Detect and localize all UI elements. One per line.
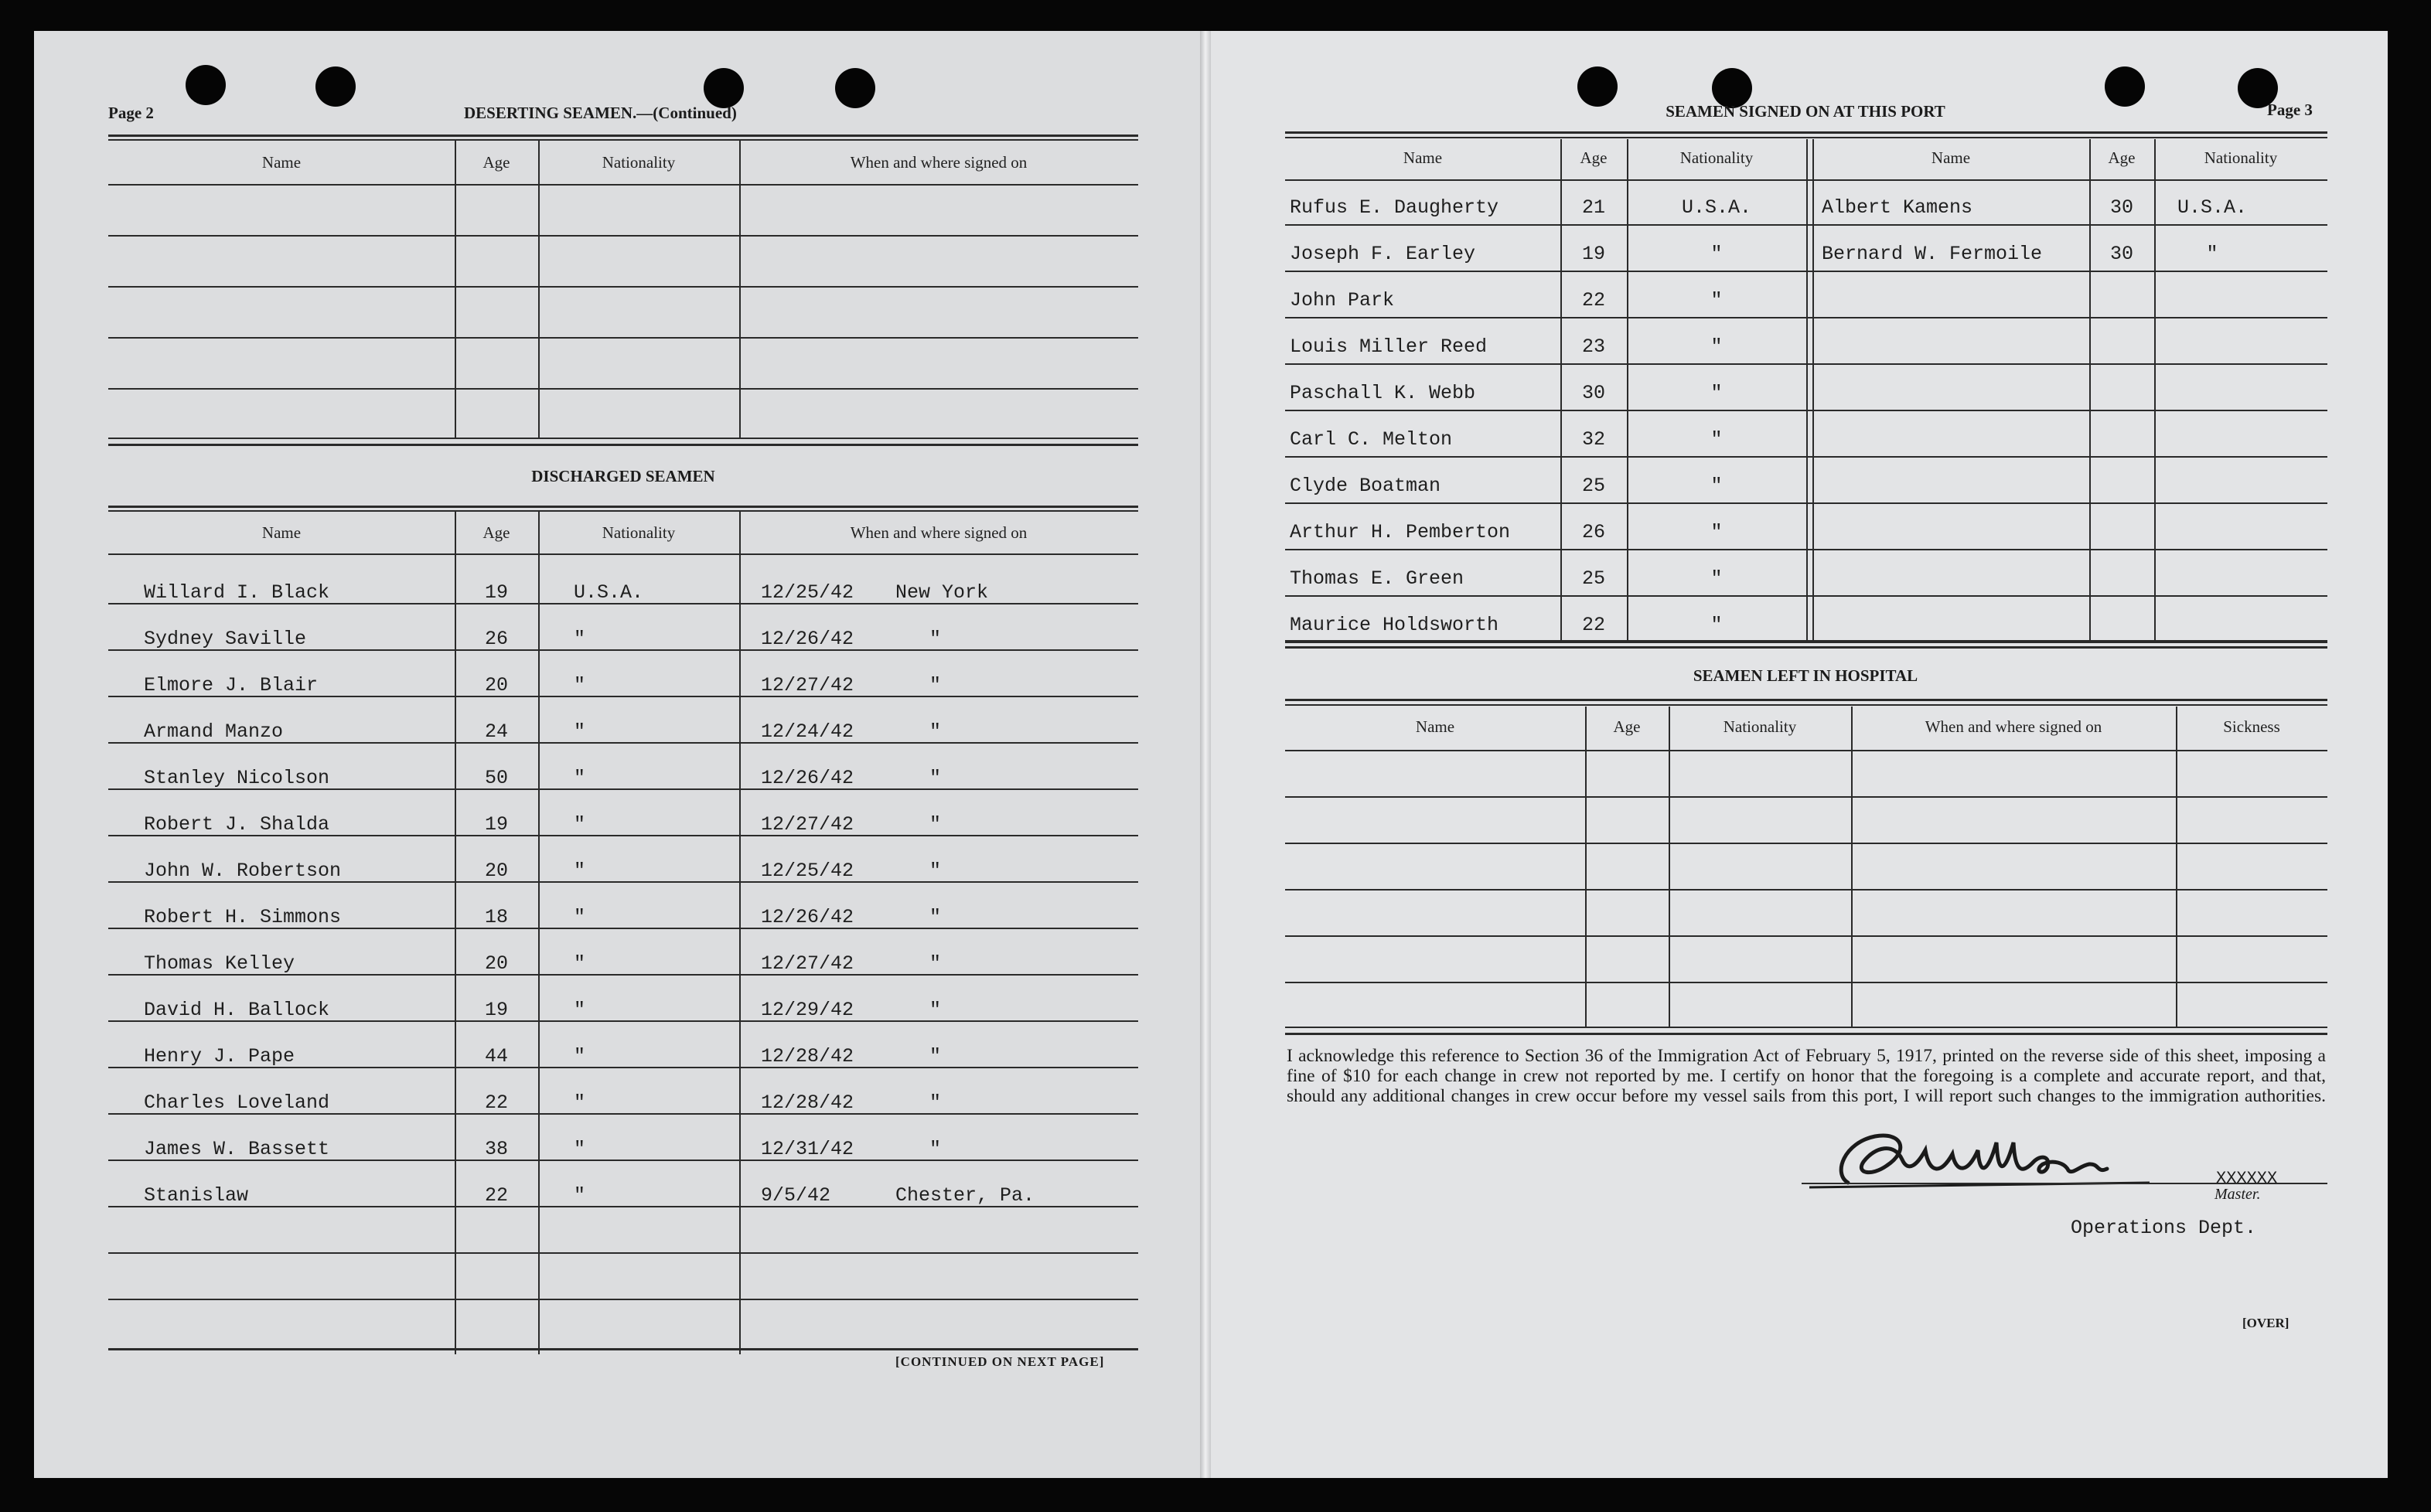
discharged-nationality: " [574,767,586,789]
signed-on-nationality: U.S.A. [2177,196,2247,219]
row-line [1285,456,2327,458]
column-header: Nationality [2204,148,2278,167]
column-divider [1812,139,1814,642]
discharged-name: John W. Robertson [144,860,342,882]
discharged-age: 19 [484,999,508,1021]
hospital-title: SEAMEN LEFT IN HOSPITAL [1693,666,1918,685]
signed-on-age: 26 [1581,521,1605,543]
punch-hole [186,65,226,105]
row-line [1285,549,2327,550]
signed-on-name: Rufus E. Daugherty [1290,196,1499,219]
table-top-rule [108,139,1138,141]
struck-text: XXXXXX [2216,1169,2278,1188]
discharged-name: Stanley Nicolson [144,767,330,789]
signed-on-nationality: " [1710,521,1723,543]
column-divider [1851,707,1853,1028]
column-header: When and where signed on [850,153,1028,172]
discharged-nationality: " [574,860,586,882]
table-top-rule [108,506,1138,508]
column-divider [739,512,741,1354]
department-label: Operations Dept. [2071,1217,2257,1239]
acknowledgement-text: I acknowledge this reference to Section 36 of the Immigration Act of February 5, 1917, printed on the reverse side of this sheet, imposing a fine of $10 for each change in crew not reported by me. I certify on honor that the foregoing is a complete and accurate report, and that, should any additional changes in crew occur before my vessel sails from this port, I will report such changes to the immigration authorities. [1287,1046,2326,1106]
discharged-name: Armand Manzo [144,720,284,743]
row-line [1285,502,2327,504]
discharged-place: Chester, Pa. [895,1184,1035,1207]
row-line [1285,843,2327,844]
punch-hole [315,66,356,107]
signed-on-nationality: " [1710,567,1723,590]
discharged-name: Henry J. Pape [144,1045,295,1068]
signed-on-name: Maurice Holdsworth [1290,614,1499,636]
discharged-nationality: " [574,906,586,928]
signed-on-name: John Park [1290,289,1395,312]
discharged-nationality: " [574,999,586,1021]
discharged-age: 20 [484,952,508,975]
discharged-place: " [929,813,942,836]
discharged-date: 9/5/42 [761,1184,831,1207]
column-header: Age [482,523,510,542]
discharged-nationality: U.S.A. [574,581,644,604]
signed-on-name: Joseph F. Earley [1290,243,1476,265]
row-line [1285,935,2327,937]
punch-hole [1577,66,1618,107]
column-header: Sickness [2223,717,2280,736]
discharged-place: " [929,1045,942,1068]
discharged-name: James W. Bassett [144,1138,330,1160]
header-rule [108,553,1138,555]
signed-on-age: 22 [1581,289,1605,312]
row-line [1285,889,2327,891]
signed-on-age: 19 [1581,243,1605,265]
discharged-place: " [929,952,942,975]
discharged-date: 12/28/42 [761,1045,854,1068]
discharged-title: DISCHARGED SEAMEN [531,467,715,485]
discharged-age: 19 [484,581,508,604]
table-top-rule [1285,699,2327,701]
discharged-date: 12/29/42 [761,999,854,1021]
column-divider [1806,139,1808,642]
table-bottom-rule [1285,1033,2327,1035]
discharged-age: 18 [484,906,508,928]
column-header: Nationality [602,153,676,172]
discharged-place: " [929,674,942,696]
signed-on-name: Louis Miller Reed [1290,335,1488,358]
discharged-name: Elmore J. Blair [144,674,319,696]
signed-on-name: Thomas E. Green [1290,567,1464,590]
signed-on-title: SEAMEN SIGNED ON AT THIS PORT [1666,102,1945,121]
column-header: Age [2108,148,2136,167]
discharged-place: " [929,1138,942,1160]
column-header: Nationality [602,523,676,542]
column-header: Name [1931,148,1971,167]
column-divider [538,512,540,1354]
signed-on-age: 30 [2109,243,2133,265]
column-header: Age [1613,717,1641,736]
signed-on-age: 30 [2109,196,2133,219]
signed-on-age: 23 [1581,335,1605,358]
signed-on-nationality: " [1710,289,1723,312]
column-header: Name [261,523,302,542]
discharged-place: " [929,720,942,743]
discharged-name: Robert H. Simmons [144,906,342,928]
signed-on-name: Paschall K. Webb [1290,382,1476,404]
table-top-rule [108,135,1138,137]
table-top-rule [1285,137,2327,138]
signed-on-nationality: " [1710,614,1723,636]
row-line [108,1252,1138,1254]
discharged-place: " [929,767,942,789]
row-line [108,388,1138,390]
signed-on-name: Albert Kamens [1822,196,1973,219]
discharged-place: " [929,1091,942,1114]
discharged-name: Charles Loveland [144,1091,330,1114]
column-divider [1585,707,1587,1028]
continued-note: [CONTINUED ON NEXT PAGE] [895,1354,1105,1369]
column-header: Nationality [1679,148,1754,167]
row-line [108,1299,1138,1300]
discharged-date: 12/26/42 [761,767,854,789]
signed-on-age: 30 [1581,382,1605,404]
deserting-title: DESERTING SEAMEN.—(Continued) [464,104,737,122]
discharged-age: 50 [484,767,508,789]
row-line [108,184,1138,186]
row-line [1285,363,2327,365]
signed-on-age: 22 [1581,614,1605,636]
discharged-place: " [929,906,942,928]
over-label: [OVER] [2242,1316,2290,1330]
table-top-rule [108,510,1138,512]
discharged-nationality: " [574,1138,586,1160]
row-line [1285,982,2327,983]
discharged-date: 12/27/42 [761,674,854,696]
page-fold [1200,31,1211,1478]
column-header: Name [1415,717,1455,736]
column-divider [1669,707,1670,1028]
discharged-nationality: " [574,1184,586,1207]
punch-hole [835,68,875,108]
discharged-name: Willard I. Black [144,581,330,604]
discharged-date: 12/27/42 [761,952,854,975]
master-label: Master. [2214,1186,2261,1203]
signature [1802,1119,2157,1197]
discharged-date: 12/25/42 [761,860,854,882]
signature-drawing [1802,1119,2157,1197]
table-bottom-rule [108,1348,1138,1350]
column-header: Age [1580,148,1608,167]
table-bottom-rule [108,438,1138,439]
row-line [1285,595,2327,597]
discharged-date: 12/26/42 [761,628,854,650]
row-line [108,286,1138,288]
punch-hole [704,68,744,108]
row-line [1285,271,2327,272]
discharged-name: Sydney Saville [144,628,307,650]
signed-on-nationality: " [2206,243,2218,265]
column-header: Name [1403,148,1443,167]
signed-on-nationality: " [1710,243,1723,265]
left-page [34,31,1203,1478]
column-divider [2176,707,2177,1028]
discharged-age: 19 [484,813,508,836]
discharged-place: " [929,999,942,1021]
signed-on-nationality: " [1710,475,1723,497]
discharged-name: Robert J. Shalda [144,813,330,836]
discharged-date: 12/24/42 [761,720,854,743]
header-rule [1285,750,2327,751]
discharged-nationality: " [574,674,586,696]
discharged-age: 38 [484,1138,508,1160]
signed-on-name: Bernard W. Fermoile [1822,243,2043,265]
signed-on-name: Clyde Boatman [1290,475,1441,497]
discharged-date: 12/25/42 [761,581,854,604]
table-bottom-rule [1285,1027,2327,1028]
page-number-right: Page 3 [2267,100,2313,119]
table-top-rule [1285,704,2327,706]
discharged-name: Stanislaw [144,1184,249,1207]
discharged-place: " [929,628,942,650]
discharged-age: 20 [484,860,508,882]
discharged-date: 12/26/42 [761,906,854,928]
header-rule [1285,179,2327,181]
discharged-nationality: " [574,813,586,836]
signed-on-nationality: U.S.A. [1681,196,1751,219]
table-bottom-rule [108,444,1138,446]
discharged-nationality: " [574,952,586,975]
signed-on-age: 25 [1581,475,1605,497]
row-line [108,337,1138,339]
discharged-nationality: " [574,1091,586,1114]
discharged-nationality: " [574,1045,586,1068]
discharged-nationality: " [574,720,586,743]
table-top-rule [1285,131,2327,134]
discharged-age: 24 [484,720,508,743]
column-header: Nationality [1723,717,1797,736]
column-header: Name [261,153,302,172]
discharged-age: 44 [484,1045,508,1068]
signed-on-age: 32 [1581,428,1605,451]
row-line [1285,642,2327,643]
discharged-name: David H. Ballock [144,999,330,1021]
discharged-date: 12/27/42 [761,813,854,836]
row-line [1285,410,2327,411]
discharged-name: Thomas Kelley [144,952,295,975]
row-line [1285,317,2327,318]
discharged-nationality: " [574,628,586,650]
discharged-age: 20 [484,674,508,696]
signed-on-age: 21 [1581,196,1605,219]
page-number-left: Page 2 [108,104,154,122]
punch-hole [2105,66,2145,107]
discharged-date: 12/31/42 [761,1138,854,1160]
signed-on-name: Arthur H. Pemberton [1290,521,1511,543]
row-line [108,235,1138,237]
discharged-date: 12/28/42 [761,1091,854,1114]
row-line [1285,796,2327,798]
discharged-place: New York [895,581,989,604]
discharged-age: 22 [484,1091,508,1114]
discharged-age: 22 [484,1184,508,1207]
signed-on-age: 25 [1581,567,1605,590]
row-line [1285,224,2327,226]
signed-on-name: Carl C. Melton [1290,428,1453,451]
signed-on-nationality: " [1710,335,1723,358]
column-header: When and where signed on [850,523,1028,542]
discharged-age: 26 [484,628,508,650]
table-bottom-rule [1285,646,2327,649]
column-header: Age [482,153,510,172]
column-header: When and where signed on [1925,717,2102,736]
signed-on-nationality: " [1710,428,1723,451]
table-bottom-rule [1285,640,2327,642]
discharged-place: " [929,860,942,882]
signed-on-nationality: " [1710,382,1723,404]
